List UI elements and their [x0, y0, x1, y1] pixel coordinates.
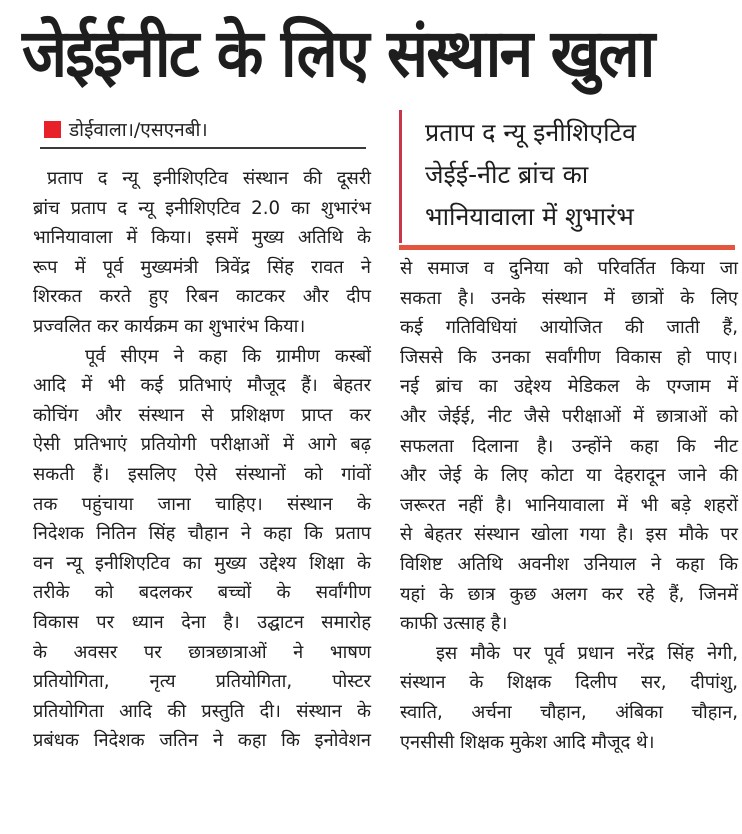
right-column-body	[400, 254, 738, 757]
body-line: और जेईई, नीट जैसे परीक्षाओं में छात्राओं को	[400, 405, 738, 427]
highlight-line: भानियावाला में शुभारंभ	[425, 202, 634, 231]
highlight-divider	[399, 245, 735, 250]
body-line: से समाज व दुनिया को परिवर्तित किया जा	[400, 258, 738, 279]
body-line: ऐसी प्रतिभाएं प्रतियोगी परीक्षाओं में आगे बढ़	[33, 434, 371, 456]
body-line: निदेशक नितिन सिंह चौहान ने कहा कि प्रताप	[33, 523, 371, 545]
body-line: रूप में पूर्व मुख्यमंत्री त्रिवेंद्र सिंह रावत ने	[33, 256, 371, 278]
left-column-body	[33, 164, 371, 756]
body-line: तक पहुंचाया जाना चाहिए। संस्थान के	[33, 493, 371, 515]
body-line: शिरकत करते हुए रिबन काटकर और दीप	[33, 286, 371, 308]
body-line: जिससे कि उनका सर्वांगीण विकास हो पाए।	[400, 346, 738, 368]
body-line: भानियावाला में किया। इसमें मुख्य अतिथि के	[33, 227, 371, 249]
dateline	[44, 116, 208, 142]
article-headline: जेईईनीट के लिए संस्थान खुला	[22, 15, 654, 92]
dateline-divider	[40, 147, 366, 149]
highlight-line: प्रताप द न्यू इनीशिएटिव	[425, 118, 637, 147]
body-line: और जेई के लिए कोटा या देहरादून जाने की	[400, 465, 738, 487]
body-line: विशिष्ट अतिथि अवनीश उनियाल ने कहा कि	[400, 553, 738, 575]
body-line: संस्थान के शिक्षक दिलीप सर, दीपांशु,	[400, 672, 738, 694]
body-line: विकास पर ध्यान देना है। उद्घाटन समारोह	[33, 611, 371, 633]
body-line: कई गतिविधियां आयोजित की जाती हैं,	[400, 317, 738, 339]
red-square-bullet-icon	[44, 121, 61, 138]
body-line: इस मौके पर पूर्व प्रधान नरेंद्र सिंह नेगी,	[436, 642, 738, 664]
body-line: आदि में भी कई प्रतिभाएं मौजूद हैं। बेहतर	[33, 375, 371, 397]
body-line: प्रताप द न्यू इनीशिएटिव संस्थान की दूसरी	[47, 168, 371, 189]
body-line: वन न्यू इनीशिएटिव का मुख्य उद्देश्य शिक्षा के	[33, 552, 371, 574]
body-line: जरूरत नहीं है। भानियावाला में भी बड़े शहरों	[400, 494, 738, 516]
body-line: काफी उत्साह है।	[400, 613, 508, 635]
highlight-line: जेईई-नीट ब्रांच का	[425, 160, 589, 189]
body-line: एनसीसी शिक्षक मुकेश आदि मौजूद थे।	[400, 731, 655, 753]
body-line: सफलता दिलाना है। उन्होंने कहा कि नीट	[400, 435, 738, 457]
body-line: पूर्व सीएम ने कहा कि ग्रामीण कस्बों	[85, 345, 371, 367]
body-line: कोचिंग और संस्थान से प्रशिक्षण प्राप्त कर	[33, 404, 371, 426]
body-line: प्रबंधक निदेशक जतिन ने कहा कि इनोवेशन	[33, 730, 371, 752]
body-line: प्रतियोगिता, नृत्य प्रतियोगिता, पोस्टर	[33, 671, 371, 693]
body-line: यहां के छात्र कुछ अलग कर रहे हैं, जिनमें	[400, 583, 738, 605]
body-line: प्रतियोगिता आदि की प्रस्तुति दी। संस्थान के	[33, 700, 371, 722]
highlight-accent-bar	[399, 110, 402, 243]
body-line: के अवसर पर छात्रछात्राओं ने भाषण	[33, 641, 371, 663]
body-line: नई ब्रांच का उद्देश्य मेडिकल के एग्जाम में	[400, 376, 738, 398]
highlight-box	[425, 112, 735, 238]
body-line: प्रज्वलित कर कार्यक्रम का शुभारंभ किया।	[33, 315, 306, 337]
dateline-text: डोईवाला।/एसएनबी।	[69, 119, 208, 141]
body-line: ब्रांच प्रताप द न्यू इनीशिएटिव 2.0 का शुभारंभ	[33, 197, 371, 219]
body-line: से बेहतर संस्थान खोला गया है। इस मौके पर	[400, 524, 738, 546]
body-line: सकती हैं। इसलिए ऐसे संस्थानों को गांवों	[33, 463, 371, 485]
body-line: सकता है। उनके संस्थान में छात्रों के लिए	[400, 287, 738, 309]
body-line: स्वाति, अर्चना चौहान, अंबिका चौहान,	[400, 701, 738, 723]
body-line: तरीके को बदलकर बच्चों के सर्वांगीण	[33, 582, 371, 604]
